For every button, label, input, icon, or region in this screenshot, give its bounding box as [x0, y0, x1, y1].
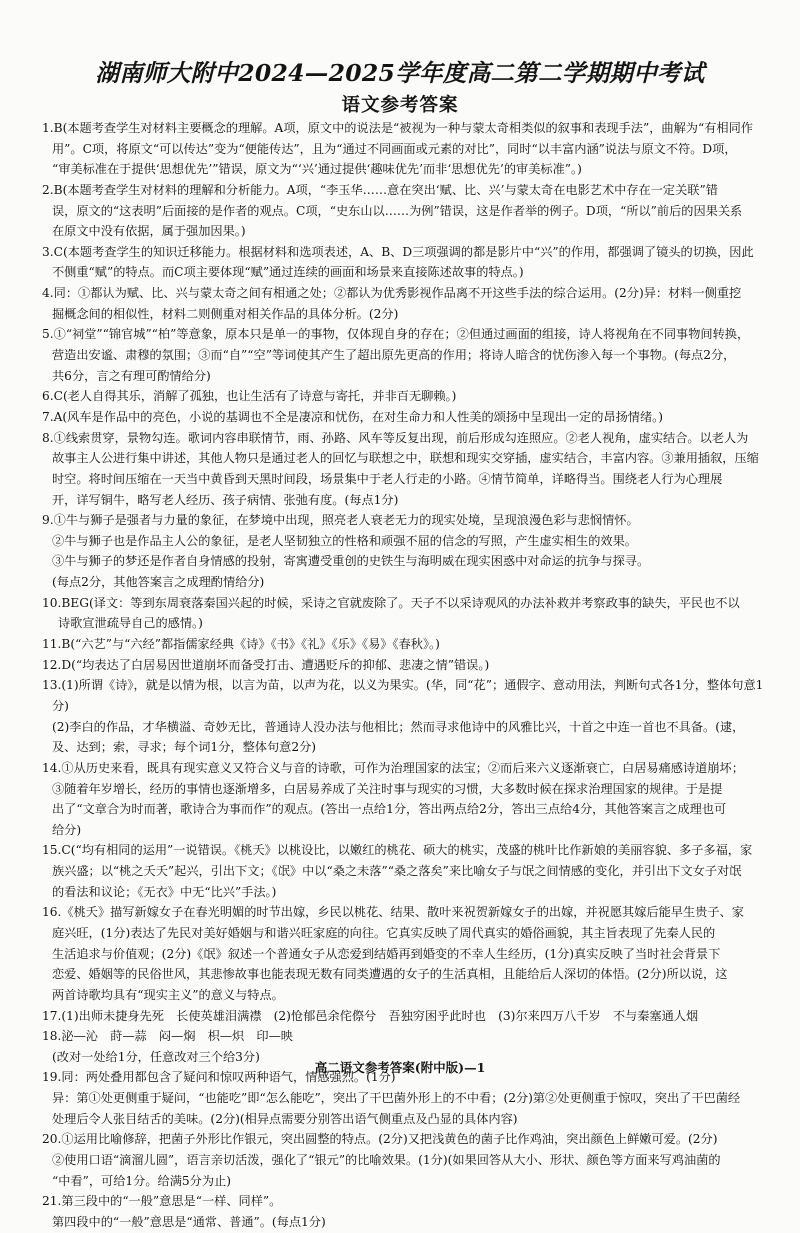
- answer-key-title: 语文参考答案: [341, 95, 459, 116]
- answer-line: 9.①牛与狮子是强者与力量的象征，在梦境中出现，照亮老人衰老无力的现实处境，呈现浪漫色彩与悲悯情怀。: [42, 513, 639, 528]
- answer-line: 3.C(本题考查学生的知识迁移能力。根据材料和选项表述，A、B、D三项强调的都是影片中“兴”的作用，都强调了镜头的切换，因此: [42, 244, 754, 259]
- answer-line: 11.B(“六艺”与“六经”都指儒家经典《诗》《书》《礼》《乐》《易》《春秋》。): [42, 637, 440, 652]
- answer-line: 族兴盛；以“桃之夭夭”起兴，引出下文；《氓》中以“桑之未落”“桑之落矣”来比喻女子与氓之间情感的变化，并引出下文女子对氓: [52, 864, 742, 879]
- answer-line: 给分): [52, 822, 82, 837]
- answer-line: 故事主人公进行集中讲述，其他人物只是通过老人的回忆与联想之中，联想和现实交穿插，虚实结合，丰富内容。③兼用插叙，压缩: [52, 451, 759, 466]
- answer-line: ③随着年岁增长，经历的事情也逐渐增多，白居易养成了关注时事与现实的习惯，大多数时候在探求治理国家的规律。于是提: [52, 781, 723, 796]
- answer-line: 的看法和议论；《无衣》中无“比兴”手法。): [52, 884, 277, 899]
- answer-line: 时空。将时间压缩在一天当中黄昏到天黑时间段，场景集中于老人行走的小路。④情节简单，详略得当。围绕老人行为心理展: [52, 471, 723, 486]
- answer-line: 营造出安谧、肃穆的氛围；③而“自”“空”等词使其产生了超出原先更高的作用；将诗人暗含的忧伤渗入每一个事物。(每点2分，: [52, 348, 736, 363]
- answer-line: 误，原文的“这表明”后面接的是作者的观点。C项，“史东山以……为例”错误，这是作者举的例子。D项，“所以”前后的因果关系: [52, 203, 743, 218]
- answer-line: 14.①从历史来看，既具有现实意义又符合义与音的诗歌，可作为治理国家的法宝；②而后来六义逐渐衰亡，白居易痛感诗道崩坏；: [42, 760, 744, 775]
- answer-line: 7.A(风车是作品中的亮色，小说的基调也不全是凄凉和忧伤，在对生命力和人性美的颂扬中呈现出一定的昂扬情绪。): [42, 409, 664, 424]
- answer-line: 第四段中的“一般”意思是“通常、普通”。(每点1分): [52, 1214, 326, 1229]
- answer-line: 在原文中没有依据，属于强加因果。): [52, 224, 246, 239]
- answer-line: 两首诗歌均具有“现实主义”的意义与特点。: [52, 987, 284, 1002]
- answer-line: 21.第三段中的“一般”意思是“一样、同样”。: [42, 1194, 282, 1209]
- answer-line: 掘概念间的相似性，材料二则侧重对相关作品的具体分析。(2分): [52, 306, 399, 321]
- answer-line: ②使用口语“滴溜儿圆”，语言亲切活泼，强化了“银元”的比喻效果。(1分)(如果回答从大小、形状、颜色等方面来写鸡油菌的: [52, 1153, 721, 1168]
- answer-line: 共6分，言之有理可酌情给分): [52, 368, 211, 383]
- answer-line: 18.泌—沁 莳—蒜 闷—焖 枳—炽 印—映: [42, 1029, 293, 1044]
- exam-title: 湖南师大附中2024—2025学年度高二第二学期期中考试: [95, 59, 705, 87]
- answer-line: 10.BEG(译文：等到东周衰落秦国兴起的时候，采诗之官就废除了。天子不以采诗观风的办法补救并考察政事的缺失，平民也不以: [42, 595, 740, 610]
- answer-line: 2.B(本题考查学生对材料的理解和分析能力。A项，“李玉华……意在突出‘赋、比、兴’与蒙太奇在电影艺术中存在一定关联”错: [42, 182, 718, 197]
- answer-line: 13.(1)所谓《诗》，就是以情为根，以言为苗，以声为花，以义为果实。(华，同“花”；通假字、意动用法，判断句式各1分，整体句意1: [42, 678, 764, 693]
- answer-line: 用”。C项，将原文“可以传达”变为“便能传达”，且为“通过不同画面或元素的对比”，同时“以丰富内涵”说法与原文不符。D项，: [52, 141, 737, 156]
- answer-line: 12.D(“均表达了白居易因世道崩坏而备受打击、遭遇贬斥的抑郁、悲凄之情”错误。): [42, 657, 490, 672]
- answer-line: 17.(1)出师未捷身先死 长使英雄泪满襟 (2)怆郁邑余侘傺兮 吾独穷困乎此时也 (3)尔来四万八千岁 不与秦塞通人烟: [42, 1008, 699, 1023]
- answer-line: 15.C(“均有相同的运用”一说错误。《桃夭》以桃设比，以嫩红的桃花、硕大的桃实，茂盛的桃叶比作新娘的美丽容貌、多子多福，家: [42, 843, 753, 858]
- answer-line: 8.①线索贯穿，景物勾连。歌词内容串联情节，雨、孙路、风车等反复出现，前后形成勾连照应。②老人视角，虚实结合。以老人为: [42, 430, 749, 445]
- answer-line: 出了“文章合为时而著，歌诗合为事而作”的观点。(答出一点给1分，答出两点给2分，答出三点给4分，其他答案言之成理也可: [52, 802, 727, 817]
- answer-line: “审美标准在于提供‘思想优先’”错误，原文为“‘兴’通过提供‘趣味优先’而非‘思想优先’的审美标准”。): [52, 162, 582, 177]
- answer-line: 20.①运用比喻修辞，把菌子外形比作银元，突出圆整的特点。(2分)又把浅黄色的菌子比作鸡油，突出颜色上鲜嫩可爱。(2分): [42, 1132, 718, 1147]
- answer-line: 19.同：两处叠用都包含了疑问和惊叹两种语气，情感强烈。(1分): [42, 1070, 396, 1085]
- answer-line: 异：第①处更侧重于疑问，“也能吃”即“怎么能吃”，突出了干巴菌外形上的不中看；(2分)第②处更侧重于惊叹，突出了干巴菌经: [52, 1091, 741, 1106]
- answer-line: 处理后令人张目结舌的美味。(2分)(相异点需要分别答出语气侧重点及凸显的具体内容): [52, 1111, 518, 1126]
- answer-line: (改对一处给1分，任意改对三个给3分): [52, 1049, 260, 1064]
- answer-line: 恋爱、婚姻等的民俗世风，其悲惨故事也能表现无数有同类遭遇的女子的生活真相，且能给后人深切的体悟。(2分)所以说，这: [52, 967, 728, 982]
- answer-line: 1.B(本题考查学生对材料主要概念的理解。A项，原文中的说法是“被视为一种与蒙太奇相类似的叙事和表现手法”，曲解为“有相同作: [42, 121, 753, 135]
- answer-line: 庭兴旺，(1分)表达了先民对美好婚姻与和谐兴旺家庭的向往。它真实反映了周代真实的婚俗画貌，其主旨表现了先秦人民的: [52, 925, 716, 940]
- answer-line: 分): [52, 698, 69, 713]
- answer-line: (2)李白的作品，才华横溢、奇妙无比，普通诗人没办法与他相比；然而寻求他诗中的风雅比兴，十首之中连一首也不具备。(逮，: [52, 719, 745, 734]
- answer-line: 16.《桃夭》描写新嫁女子在春光明媚的时节出嫁，乡民以桃花、结果、散叶来祝贺新嫁女子的出嫁，并祝愿其嫁后能早生贵子、家: [42, 905, 744, 920]
- answer-line: 开，详写铜牛，略写老人经历、孩子病情、张弛有度。(每点1分): [52, 492, 399, 507]
- answer-line: 不侧重“赋”的特点。而C项主要体现“赋”通过连续的画面和场景来直接陈述故事的特点。): [52, 265, 524, 280]
- answer-line: (每点2分，其他答案言之成理酌情给分): [52, 575, 265, 590]
- page-footer: 高二语文参考答案(附中版)—1: [314, 1060, 486, 1075]
- answer-line: 及、达到；索，寻求；每个词1分，整体句意2分): [52, 740, 317, 755]
- answer-line: 6.C(老人自得其乐，消解了孤独，也让生活有了诗意与寄托，并非百无聊赖。): [42, 389, 457, 404]
- answer-line: ②牛与狮子也是作品主人公的象征，是老人坚韧独立的性格和顽强不屈的信念的写照，产生虚实相生的效果。: [52, 533, 637, 548]
- answer-line: “中看”，可给1分。给满5分为止): [52, 1173, 231, 1188]
- answer-line: 生活追求与价值观；(2分)《氓》叙述一个普通女子从恋爱到结婚再到婚变的不幸人生经历，(1分)真实反映了当时社会背景下: [52, 946, 721, 961]
- answer-line: ③牛与狮子的梦还是作者自身情感的投射，寄寓遭受重创的史铁生与海明威在现实困惑中对命运的抗争与探寻。: [52, 554, 650, 569]
- answer-line: 5.①“祠堂”“锦官城”“柏”等意象，原本只是单一的事物，仅体现自身的存在；②但通过画面的组接，诗人将视角在不同事物间转换，: [42, 327, 750, 342]
- answer-line: 4.同：①都认为赋、比、兴与蒙太奇之间有相通之处；②都认为优秀影视作品离不开这些手法的综合运用。(2分)异：材料一侧重挖: [42, 286, 742, 301]
- answer-line: 诗歌宣泄疏导自己的感情。): [58, 616, 203, 631]
